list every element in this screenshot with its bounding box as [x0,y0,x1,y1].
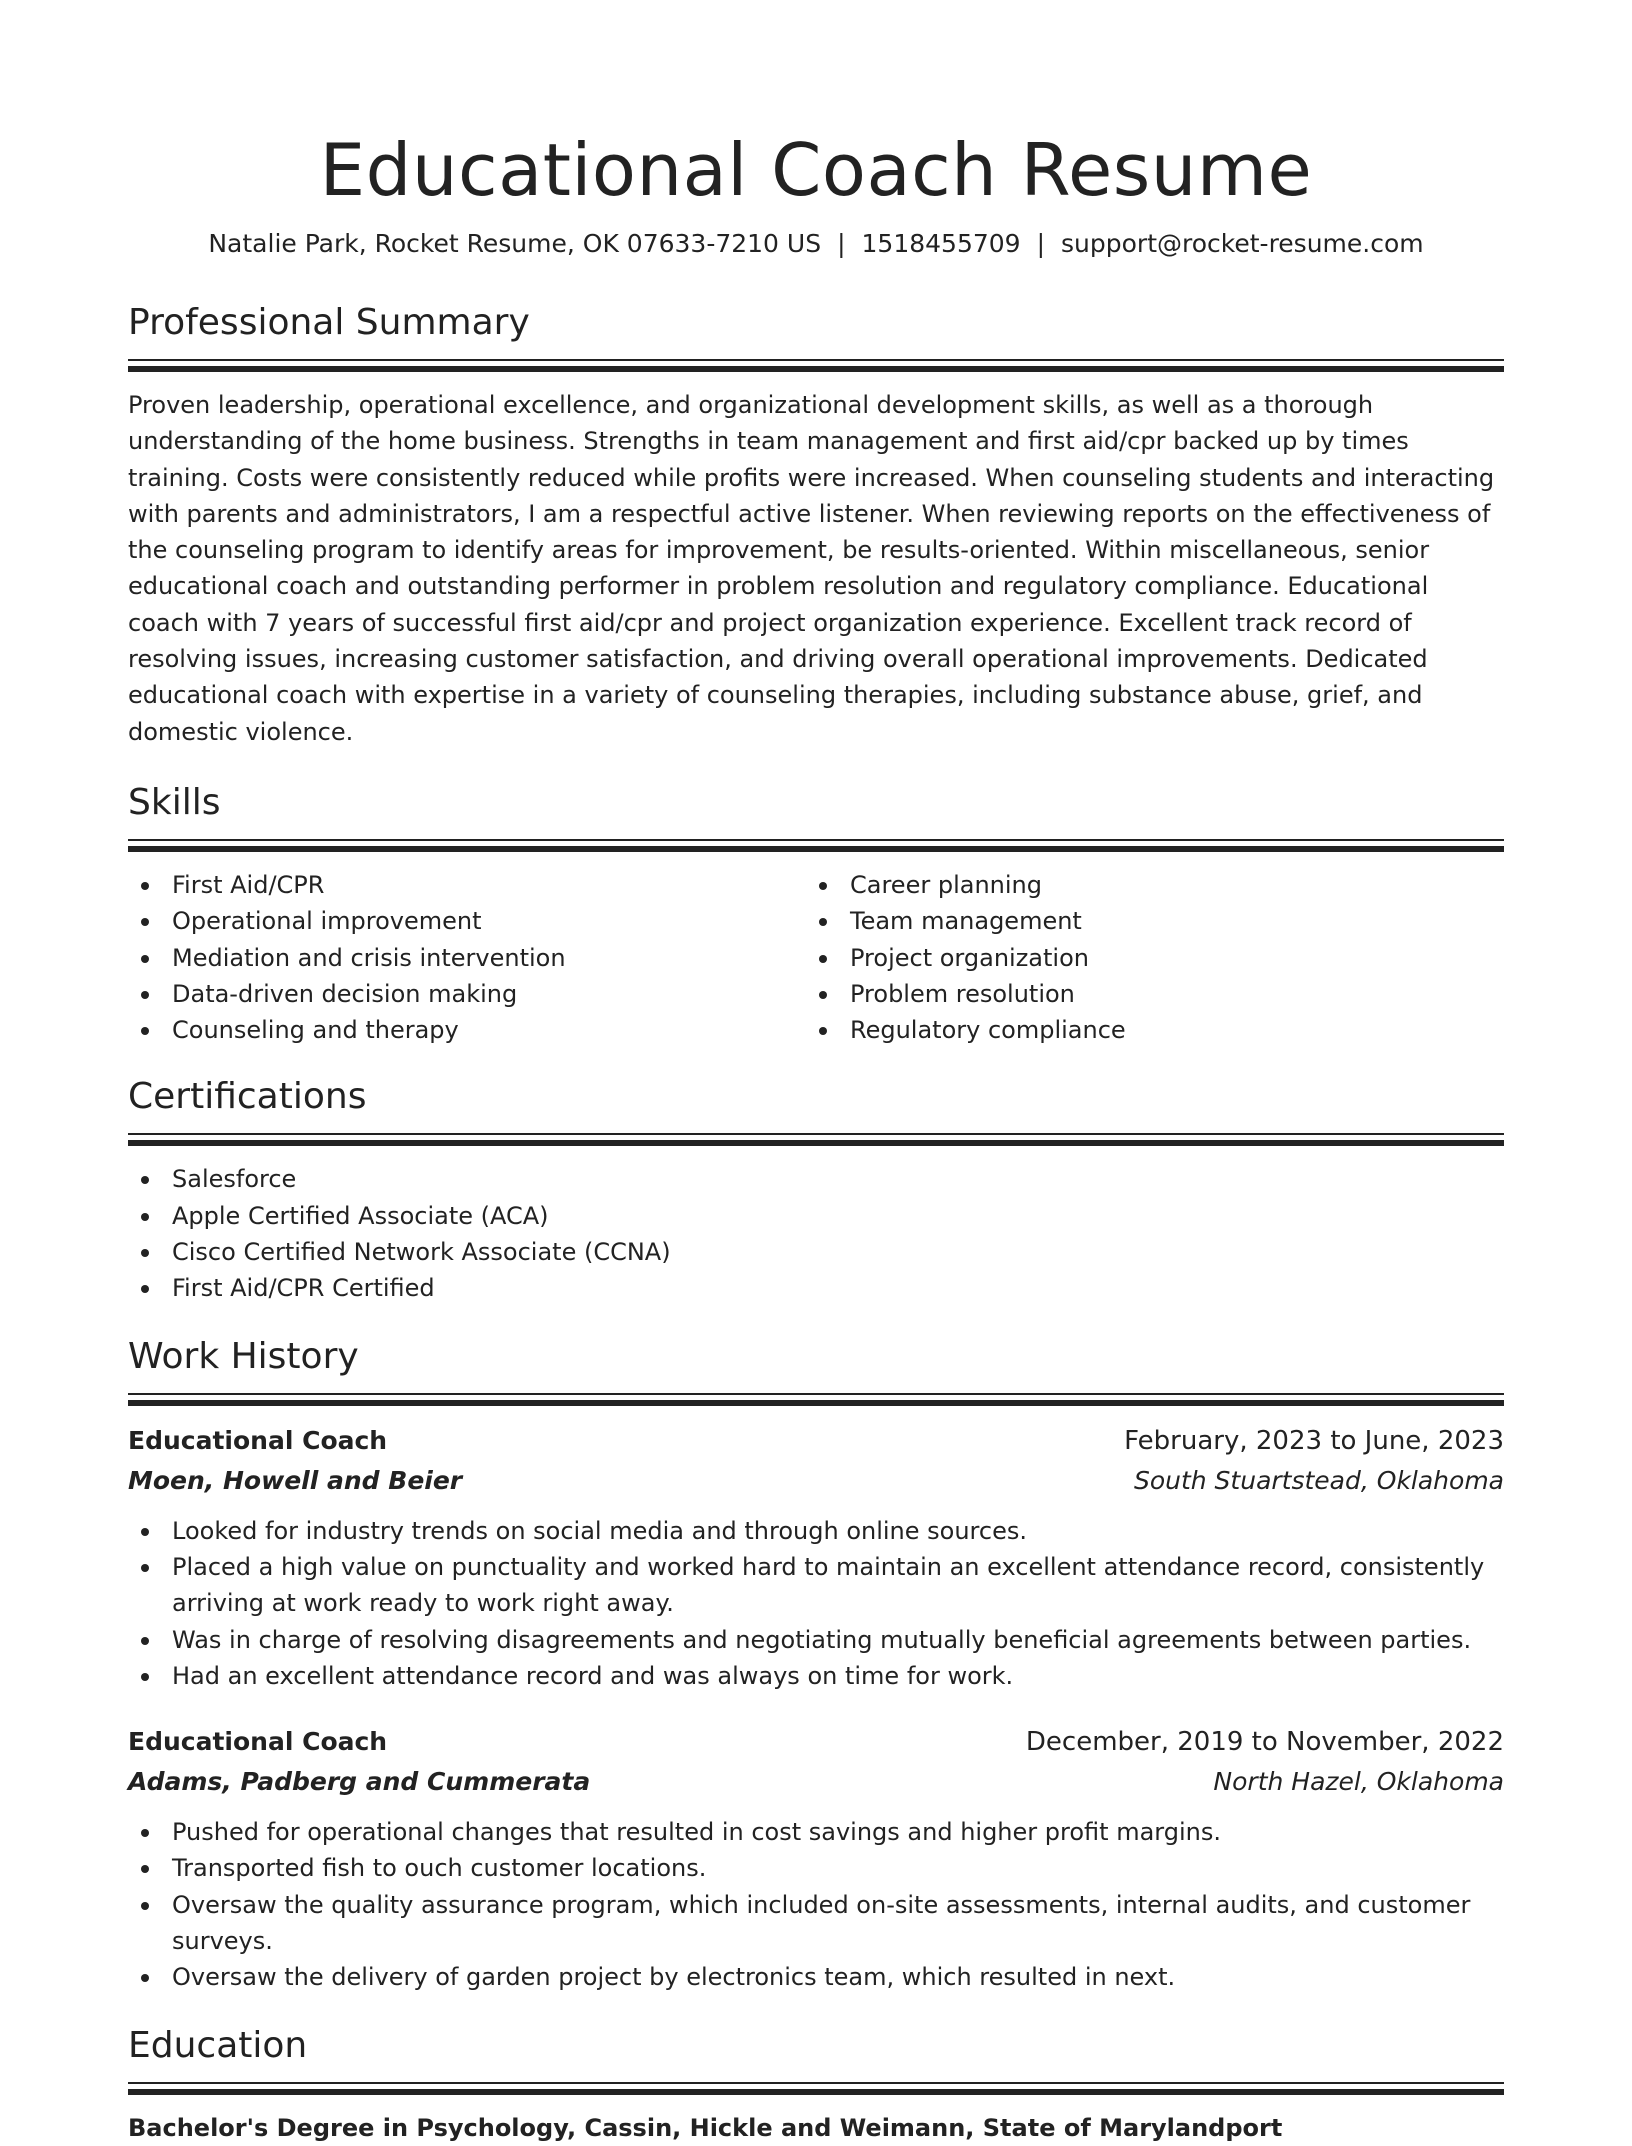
job-header-row [128,1722,1504,1762]
job-entry [128,1421,1504,1694]
certification-item: First Aid/CPR Certified [128,1270,1504,1306]
job-company: Adams, Padberg and Cummerata [128,1767,591,1797]
job-dates: February, 2023 to June, 2023 [1124,1425,1504,1456]
skill-item: First Aid/CPR [128,867,806,903]
section-divider [128,1133,1504,1147]
job-company-row [128,1762,1504,1802]
skill-item: Project organization [806,940,1484,976]
skills-heading: Skills [128,781,221,823]
job-dates: December, 2019 to November, 2022 [1025,1727,1504,1758]
skill-item: Team management [806,903,1484,939]
section-divider [128,1393,1504,1407]
skills-grid [128,867,1504,1048]
job-bullet: Looked for industry trends on social media and through online sources. [128,1513,1504,1549]
job-bullet: Was in charge of resolving disagreements and negotiating mutually beneficial agreements between parties. [128,1622,1504,1658]
certifications-list [128,1161,1504,1306]
section-divider [128,2082,1504,2096]
skills-section [128,779,1504,1048]
contact-separator: | [1036,229,1046,258]
education-heading: Education [128,2024,308,2066]
skill-item: Data-driven decision making [128,976,806,1012]
work-history-heading: Work History [128,1335,359,1377]
certification-item: Cisco Certified Network Associate (CCNA) [128,1234,1504,1270]
skill-item: Counseling and therapy [128,1012,806,1048]
work-history-section [128,1333,1504,1996]
summary-text: Proven leadership, operational excellence, and organizational development skills, as well as a thorough understanding of the home business. Strengths in team management and first aid/cpr backed up by times training. Costs were consistently reduced while profits were increased. When counseling students and interacting with parents and administrators, I am a respectful active listener. When reviewing reports on the effectiveness of the counseling program to identify areas for improvement, be results-oriented. Within miscellaneous, senior educational coach and outstanding performer in problem resolution and regulatory compliance. Educational coach with 7 years of successful first aid/cpr and project organization experience. Excellent track record of resolving issues, increasing customer satisfaction, and driving overall operational improvements. Dedicated educational coach with expertise in a variety of counseling therapies, including substance abuse, grief, and domestic violence. [128,391,1495,746]
summary-heading: Professional Summary [128,302,530,343]
education-section [128,2022,1504,2146]
contact-address: Natalie Park, Rocket Resume, OK 07633-7210 US [208,229,822,258]
job-title: Educational Coach [128,1727,388,1757]
section-divider [128,359,1504,373]
certifications-section [128,1073,1504,1306]
job-bullet: Oversaw the quality assurance program, which included on-site assessments, internal audits, and customer surveys. [128,1887,1504,1960]
job-bullets [128,1513,1504,1694]
job-bullet: Transported fish to ouch customer locations. [128,1850,1504,1886]
job-entry [128,1722,1504,1995]
job-location: South Stuartstead, Oklahoma [1133,1465,1504,1495]
contact-email: support@rocket-resume.com [1061,229,1424,258]
job-company: Moen, Howell and Beier [128,1465,463,1495]
contact-line [128,226,1504,262]
job-bullet: Had an excellent attendance record and was always on time for work. [128,1658,1504,1694]
job-title: Educational Coach [128,1425,388,1455]
skill-item: Problem resolution [806,976,1484,1012]
page-title: Educational Coach Resume [319,128,1313,212]
skills-column-left [128,867,806,1048]
job-bullet: Placed a high value on punctuality and worked hard to maintain an excellent attendance record, consistently arriving at work ready to work right away. [128,1549,1504,1622]
contact-separator: | [837,229,846,258]
skill-item: Career planning [806,867,1484,903]
certification-item: Salesforce [128,1161,1504,1197]
job-location: North Hazel, Oklahoma [1213,1767,1504,1797]
job-header-row [128,1421,1504,1461]
summary-section [128,299,1504,750]
education-entry: Bachelor's Degree in Psychology, Cassin, Hickle and Weimann, State of Marylandport [128,2113,1283,2142]
certification-item: Apple Certified Associate (ACA) [128,1198,1504,1234]
job-bullets [128,1814,1504,1995]
section-divider [128,839,1504,853]
skill-item: Regulatory compliance [806,1012,1484,1048]
skill-item: Operational improvement [128,903,806,939]
contact-phone: 1518455709 [861,229,1021,258]
job-bullet: Oversaw the delivery of garden project by electronics team, which resulted in next. [128,1959,1504,1995]
skill-item: Mediation and crisis intervention [128,940,806,976]
job-company-row [128,1461,1504,1501]
skills-column-right [806,867,1484,1048]
certifications-heading: Certifications [128,1076,367,1118]
resume-page [128,0,1504,2146]
job-bullet: Pushed for operational changes that resulted in cost savings and higher profit margins. [128,1814,1504,1850]
